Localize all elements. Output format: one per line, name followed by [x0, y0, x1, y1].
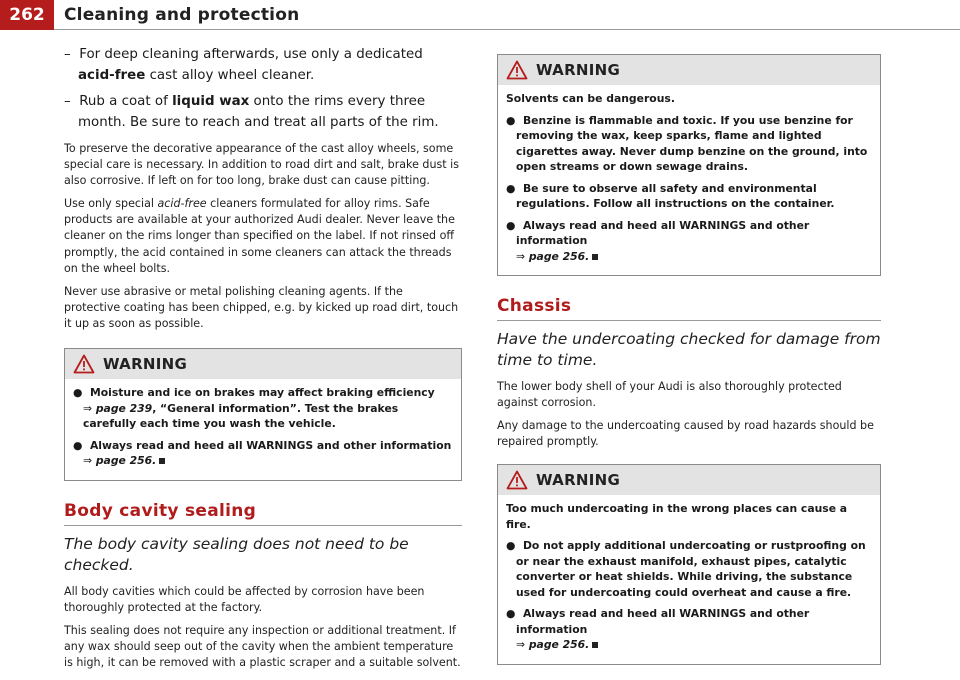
paragraph-undercoating-damage: Any damage to the undercoating caused by road hazards should be repaired promptly. [497, 419, 874, 449]
warning-triangle-icon [506, 60, 528, 80]
section-chassis [497, 296, 881, 450]
section-title: Cleaning and protection [64, 5, 300, 25]
section-intro: The body cavity sealing does not need to be checked. [64, 534, 409, 574]
warning-body [498, 495, 880, 664]
paragraph-sealing-inspection: This sealing does not require any inspection or additional treatment. If any wax should seep out of the cavity when the ambient temperature is high, it can be removed with a plastic scraper and a suitable solvent. [64, 623, 461, 669]
warning-header [498, 465, 880, 495]
warning-body [65, 379, 461, 480]
end-mark-icon [159, 458, 165, 464]
warning-lead: Solvents can be dangerous. [506, 92, 675, 105]
paragraph-abrasive: Never use abrasive or metal polishing cleaning agents. If the protective coating has been chipped, e.g. by kicked up road dirt, touch it up as soon as possible. [64, 284, 459, 330]
warning-title: WARNING [536, 61, 621, 79]
page-header [0, 0, 960, 36]
paragraph-decorative-care: To preserve the decorative appearance of the cast alloy wheels, some special care is necessary. In addition to road dirt and salt, brake dust is also corrosive. If left on for too long, brake dust can cause pitting. [64, 142, 460, 188]
paragraph-lower-body: The lower body shell of your Audi is also thoroughly protected against corrosion. [497, 380, 842, 410]
end-mark-icon [592, 254, 598, 260]
section-heading: Chassis [497, 296, 881, 321]
header-divider [54, 29, 960, 30]
warning-item-read-heed: ● Always read and heed all WARNINGS and other information ⇒ page 256. [506, 218, 810, 263]
warning-title: WARNING [536, 471, 621, 490]
warning-item-read-heed: ● Always read and heed all WARNINGS and other information ⇒ page 256. [506, 607, 810, 652]
warning-triangle-icon [73, 354, 95, 374]
warning-item-read-heed: ● Always read and heed all WARNINGS and other information ⇒ page 256. [73, 438, 452, 468]
page-reference-link[interactable]: page 256. [528, 638, 590, 652]
warning-box-undercoating [497, 464, 881, 665]
warning-item-regulations: ● Be sure to observe all safety and environmental regulations. Follow all instructions on the container. [506, 181, 835, 210]
step-acid-free: – For deep cleaning afterwards, use only a dedicated acid-free cast alloy wheel cleaner. [64, 47, 423, 83]
page-reference-link[interactable]: page 256. [528, 249, 590, 263]
warning-title: WARNING [103, 355, 188, 374]
page-reference-link[interactable]: page 239 [95, 401, 153, 415]
right-column [497, 44, 881, 665]
warning-triangle-icon [506, 470, 528, 490]
page-number: 262 [0, 0, 54, 30]
warning-box-solvents [497, 54, 881, 276]
warning-header [498, 55, 880, 85]
warning-body [498, 85, 880, 275]
page-reference-link[interactable]: page 256. [95, 454, 157, 468]
step-liquid-wax: – Rub a coat of liquid wax onto the rims every three month. Be sure to reach and treat all parts of the rim. [64, 94, 439, 130]
warning-item-exhaust: ● Do not apply additional undercoating or rustproofing on or near the exhaust manifold, exhaust pipes, catalytic converter or heat shields. While driving, the substance used for undercoating could overheat and cause a fire. [506, 539, 866, 599]
warning-header [65, 349, 461, 379]
end-mark-icon [592, 642, 598, 648]
section-body-cavity [64, 501, 462, 671]
section-intro: Have the undercoating checked for damage from time to time. [497, 330, 881, 369]
paragraph-cavities-protected: All body cavities which could be affected by corrosion have been thoroughly protected at the factory. [64, 584, 425, 614]
warning-item-benzine: ● Benzine is flammable and toxic. If you use benzine for removing the wax, keep sparks, flame and lighted cigarettes away. Never dump benzine on the ground, into open streams or down sewage drains. [506, 113, 868, 173]
paragraph-acid-free-cleaners: Use only special acid-free cleaners formulated for alloy rims. Safe products are available at your authorized Audi dealer. Never leave the cleaner on the rims longer than specified on the label. If not rinsed off promptly, the acid contained in some cleaners can attack the threads on the wheel bolts. [64, 197, 455, 275]
section-heading: Body cavity sealing [64, 501, 462, 526]
warning-box-brakes [64, 348, 462, 481]
left-column [64, 44, 462, 678]
warning-lead: Too much undercoating in the wrong places can cause a fire. [506, 502, 848, 531]
warning-item-moisture: ● Moisture and ice on brakes may affect braking efficiency ⇒ page 239, “General information”. Test the brakes carefully each time you wash the vehicle. [73, 386, 435, 431]
